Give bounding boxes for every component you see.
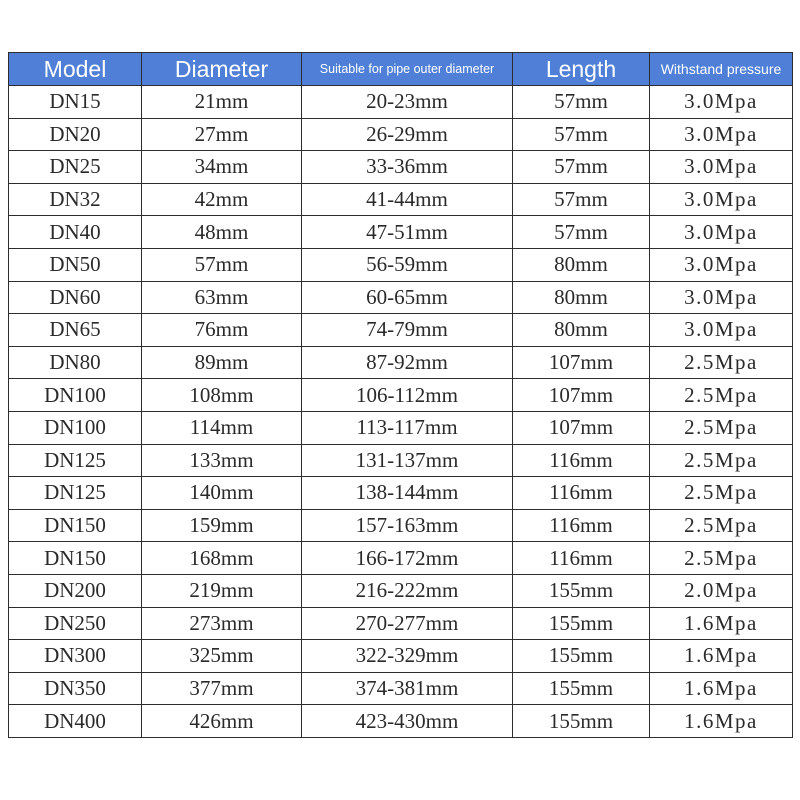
pressure-cell: 3.0Mpa: [650, 281, 793, 314]
length-cell: 57mm: [513, 86, 650, 119]
pressure-cell: 2.5Mpa: [650, 346, 793, 379]
length-cell: 116mm: [513, 509, 650, 542]
model-cell: DN150: [9, 542, 142, 575]
table-row: [9, 672, 793, 705]
length-cell: 155mm: [513, 574, 650, 607]
model-cell: DN100: [9, 411, 142, 444]
model-cell: DN32: [9, 183, 142, 216]
table-row: [9, 346, 793, 379]
pressure-cell: 1.6Mpa: [650, 640, 793, 673]
length-cell: 155mm: [513, 607, 650, 640]
model-cell: DN250: [9, 607, 142, 640]
length-cell: 116mm: [513, 542, 650, 575]
diameter-cell: 219mm: [142, 574, 302, 607]
pipe-od-range-cell: 166-172mm: [302, 542, 513, 575]
pipe-od-range-cell: 106-112mm: [302, 379, 513, 412]
pipe-od-range-cell: 270-277mm: [302, 607, 513, 640]
diameter-cell: 34mm: [142, 151, 302, 184]
length-cell: 107mm: [513, 379, 650, 412]
diameter-cell: 377mm: [142, 672, 302, 705]
table-header: [9, 53, 793, 86]
table-row: [9, 542, 793, 575]
pipe-od-range-cell: 131-137mm: [302, 444, 513, 477]
pressure-cell: 2.5Mpa: [650, 509, 793, 542]
pipe-od-range-cell: 47-51mm: [302, 216, 513, 249]
diameter-cell: 21mm: [142, 86, 302, 119]
length-cell: 80mm: [513, 281, 650, 314]
length-cell: 57mm: [513, 151, 650, 184]
diameter-cell: 426mm: [142, 705, 302, 738]
table-row: [9, 216, 793, 249]
diameter-cell: 57mm: [142, 248, 302, 281]
diameter-cell: 133mm: [142, 444, 302, 477]
table-row: [9, 509, 793, 542]
pressure-cell: 1.6Mpa: [650, 607, 793, 640]
pressure-cell: 1.6Mpa: [650, 705, 793, 738]
diameter-cell: 76mm: [142, 314, 302, 347]
pressure-cell: 2.5Mpa: [650, 379, 793, 412]
pressure-cell: 1.6Mpa: [650, 672, 793, 705]
header-suitable-pipe-od: Suitable for pipe outer diameter: [302, 53, 513, 86]
pressure-cell: 2.5Mpa: [650, 477, 793, 510]
pipe-od-range-cell: 216-222mm: [302, 574, 513, 607]
diameter-cell: 114mm: [142, 411, 302, 444]
length-cell: 107mm: [513, 411, 650, 444]
table-row: [9, 411, 793, 444]
model-cell: DN80: [9, 346, 142, 379]
pipe-od-range-cell: 87-92mm: [302, 346, 513, 379]
length-cell: 155mm: [513, 705, 650, 738]
pipe-od-range-cell: 60-65mm: [302, 281, 513, 314]
table-row: [9, 607, 793, 640]
diameter-cell: 168mm: [142, 542, 302, 575]
table-row: [9, 640, 793, 673]
table-row: [9, 477, 793, 510]
header-row: [9, 53, 793, 86]
diameter-cell: 42mm: [142, 183, 302, 216]
length-cell: 80mm: [513, 248, 650, 281]
diameter-cell: 27mm: [142, 118, 302, 151]
table-row: [9, 379, 793, 412]
length-cell: 155mm: [513, 640, 650, 673]
pressure-cell: 3.0Mpa: [650, 151, 793, 184]
model-cell: DN20: [9, 118, 142, 151]
length-cell: 57mm: [513, 118, 650, 151]
length-cell: 80mm: [513, 314, 650, 347]
pipe-od-range-cell: 41-44mm: [302, 183, 513, 216]
diameter-cell: 63mm: [142, 281, 302, 314]
diameter-cell: 108mm: [142, 379, 302, 412]
diameter-cell: 89mm: [142, 346, 302, 379]
pressure-cell: 2.5Mpa: [650, 444, 793, 477]
length-cell: 155mm: [513, 672, 650, 705]
header-diameter: Diameter: [142, 53, 302, 86]
header-withstand-pressure: Withstand pressure: [650, 53, 793, 86]
header-model: Model: [9, 53, 142, 86]
pressure-cell: 3.0Mpa: [650, 86, 793, 119]
diameter-cell: 273mm: [142, 607, 302, 640]
length-cell: 116mm: [513, 477, 650, 510]
model-cell: DN400: [9, 705, 142, 738]
model-cell: DN350: [9, 672, 142, 705]
model-cell: DN60: [9, 281, 142, 314]
pressure-cell: 3.0Mpa: [650, 216, 793, 249]
model-cell: DN15: [9, 86, 142, 119]
pressure-cell: 2.5Mpa: [650, 411, 793, 444]
pressure-cell: 3.0Mpa: [650, 183, 793, 216]
model-cell: DN200: [9, 574, 142, 607]
pipe-od-range-cell: 138-144mm: [302, 477, 513, 510]
pipe-od-range-cell: 113-117mm: [302, 411, 513, 444]
diameter-cell: 325mm: [142, 640, 302, 673]
diameter-cell: 140mm: [142, 477, 302, 510]
table-row: [9, 705, 793, 738]
model-cell: DN125: [9, 477, 142, 510]
pipe-spec-table: [8, 52, 793, 738]
pipe-od-range-cell: 423-430mm: [302, 705, 513, 738]
model-cell: DN40: [9, 216, 142, 249]
pressure-cell: 3.0Mpa: [650, 314, 793, 347]
length-cell: 57mm: [513, 216, 650, 249]
table-row: [9, 314, 793, 347]
table-row: [9, 444, 793, 477]
length-cell: 57mm: [513, 183, 650, 216]
pipe-od-range-cell: 74-79mm: [302, 314, 513, 347]
model-cell: DN150: [9, 509, 142, 542]
pressure-cell: 3.0Mpa: [650, 118, 793, 151]
pipe-od-range-cell: 20-23mm: [302, 86, 513, 119]
length-cell: 116mm: [513, 444, 650, 477]
pipe-od-range-cell: 56-59mm: [302, 248, 513, 281]
pipe-od-range-cell: 157-163mm: [302, 509, 513, 542]
model-cell: DN65: [9, 314, 142, 347]
table-body: [9, 86, 793, 738]
diameter-cell: 48mm: [142, 216, 302, 249]
table-row: [9, 151, 793, 184]
pressure-cell: 2.5Mpa: [650, 542, 793, 575]
pressure-cell: 3.0Mpa: [650, 248, 793, 281]
pipe-od-range-cell: 26-29mm: [302, 118, 513, 151]
table-row: [9, 86, 793, 119]
diameter-cell: 159mm: [142, 509, 302, 542]
model-cell: DN300: [9, 640, 142, 673]
pipe-od-range-cell: 33-36mm: [302, 151, 513, 184]
model-cell: DN50: [9, 248, 142, 281]
model-cell: DN125: [9, 444, 142, 477]
table-row: [9, 281, 793, 314]
pipe-od-range-cell: 322-329mm: [302, 640, 513, 673]
table-row: [9, 248, 793, 281]
model-cell: DN100: [9, 379, 142, 412]
header-length: Length: [513, 53, 650, 86]
pressure-cell: 2.0Mpa: [650, 574, 793, 607]
model-cell: DN25: [9, 151, 142, 184]
pipe-od-range-cell: 374-381mm: [302, 672, 513, 705]
table-row: [9, 574, 793, 607]
table-row: [9, 118, 793, 151]
length-cell: 107mm: [513, 346, 650, 379]
table-row: [9, 183, 793, 216]
